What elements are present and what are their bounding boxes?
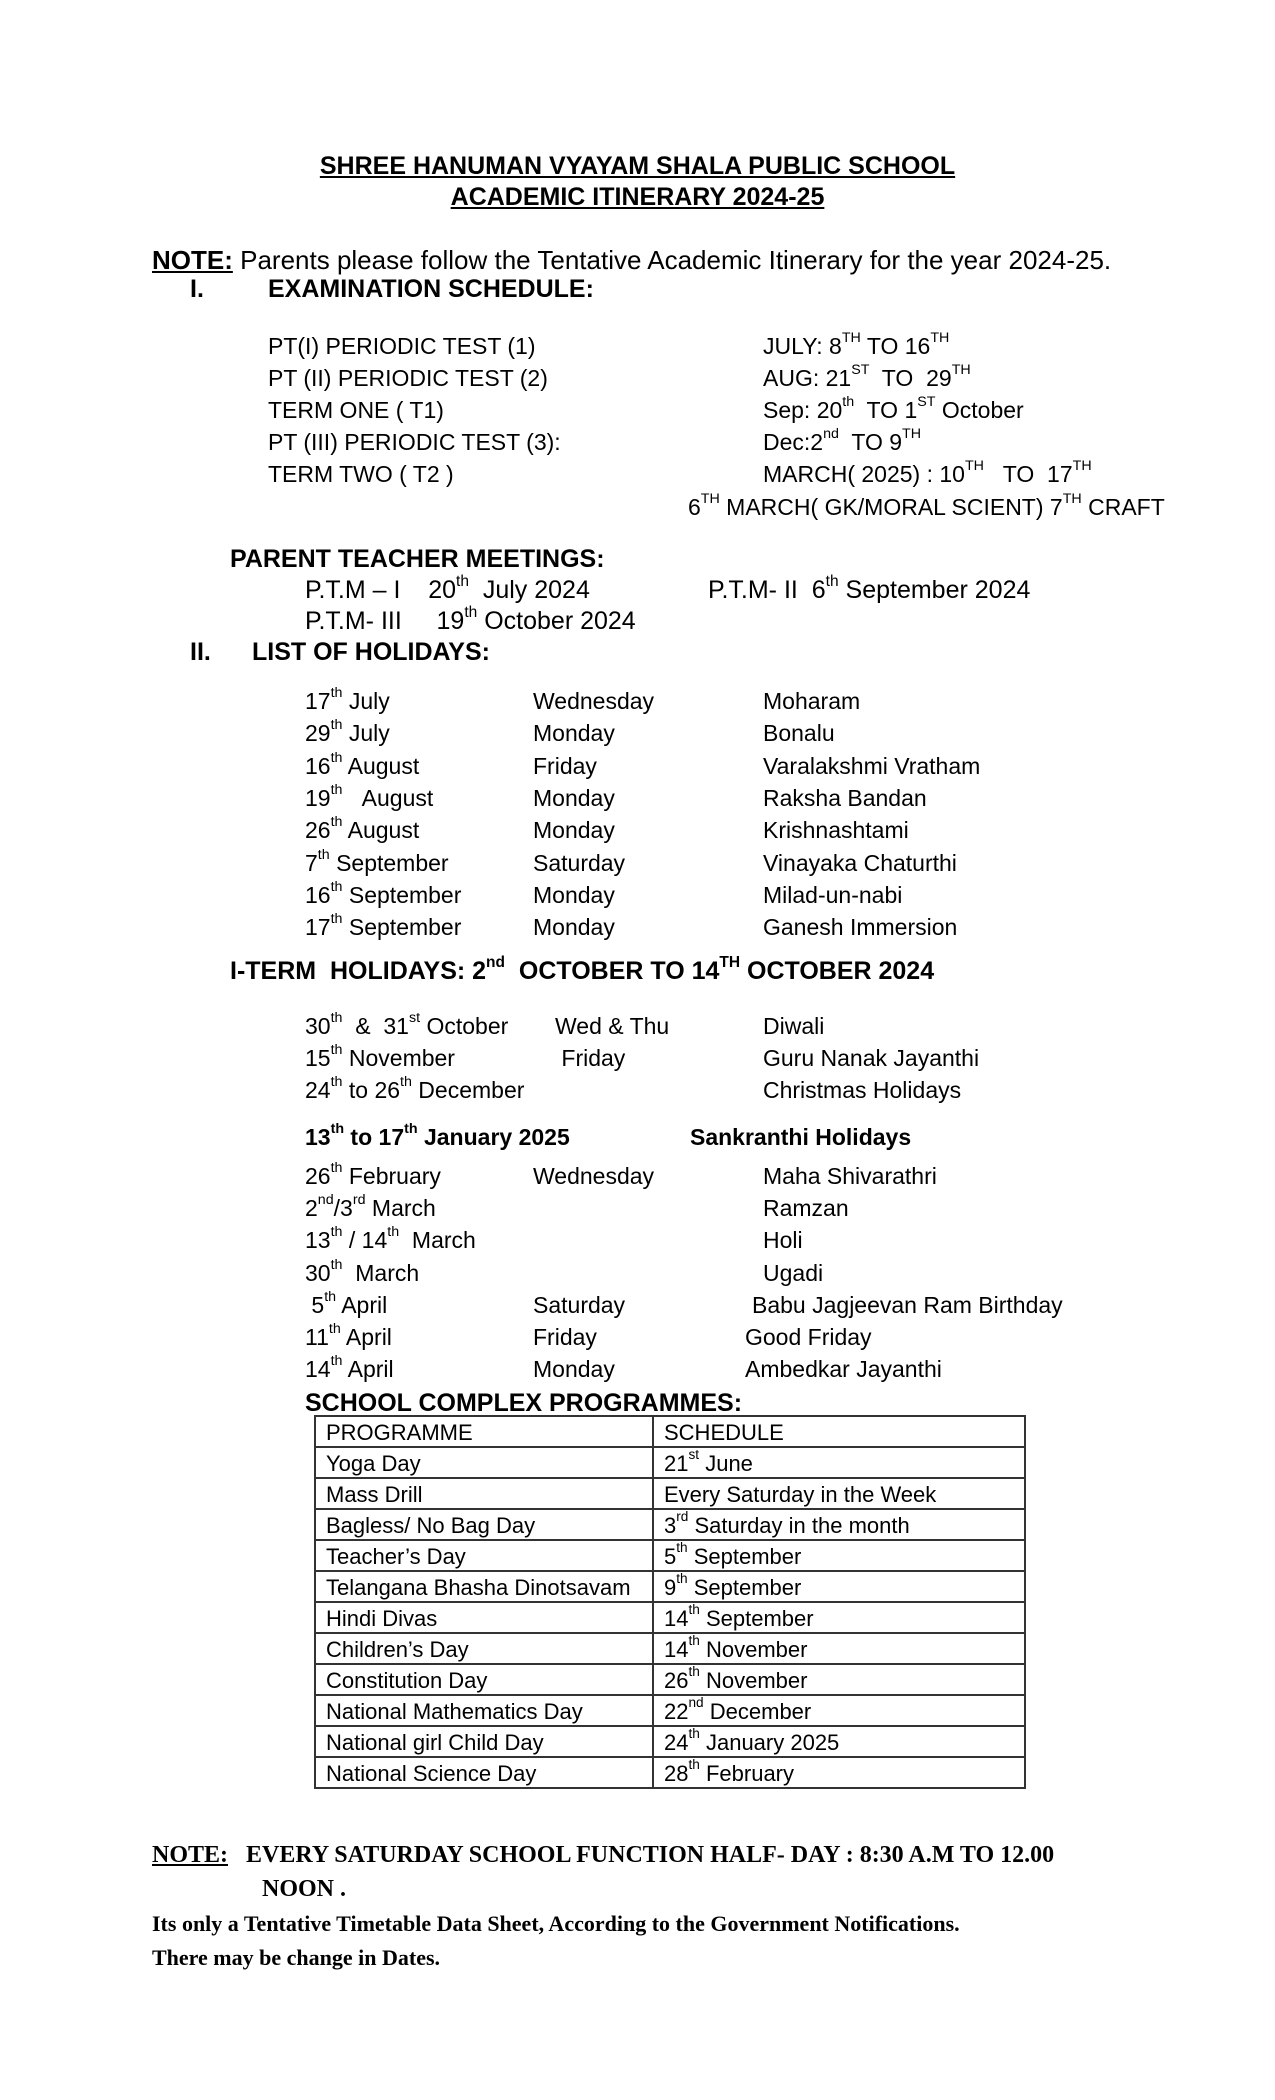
programme-name: Bagless/ No Bag Day: [315, 1509, 653, 1540]
holiday-date: 5th April: [305, 1288, 388, 1318]
programmes-heading: SCHOOL COMPLEX PROGRAMMES:: [305, 1389, 743, 1417]
holiday-name: Bonalu: [763, 720, 835, 747]
holiday-name: Babu Jagjeevan Ram Birthday: [752, 1291, 1063, 1318]
programme-name: National Mathematics Day: [315, 1695, 653, 1726]
bottom-note-line1: [152, 1842, 1054, 1869]
holiday-day: Friday: [533, 752, 597, 779]
sankranthi-name: Sankranthi Holidays: [690, 1124, 912, 1150]
programme-name: Mass Drill: [315, 1478, 653, 1509]
holiday-date: 15th November: [305, 1042, 455, 1071]
holidays-heading: LIST OF HOLIDAYS:: [252, 638, 490, 666]
holiday-name: Varalakshmi Vratham: [763, 752, 981, 779]
holiday-date: 24th to 26th December: [305, 1074, 525, 1103]
holiday-date: 2nd/3rd March: [305, 1192, 436, 1222]
holiday-name: Holi: [763, 1227, 803, 1254]
sankranthi-date: 13th to 17th January 2025: [305, 1121, 570, 1150]
exam-name: PT (III) PERIODIC TEST (3):: [268, 429, 561, 455]
col-schedule-header: SCHEDULE: [653, 1416, 1025, 1447]
holiday-day: Monday: [533, 784, 615, 811]
programme-schedule: 14th November: [653, 1633, 1025, 1664]
top-note-text: Parents please follow the Tentative Academic Itinerary for the year 2024-25.: [232, 245, 1112, 275]
programme-schedule: 5th September: [653, 1540, 1025, 1571]
programme-name: National Science Day: [315, 1757, 653, 1788]
ptm-2: P.T.M- II 6th September 2024: [708, 573, 1031, 604]
holiday-date: 30th & 31st October: [305, 1010, 509, 1039]
holiday-name: Good Friday: [745, 1324, 872, 1350]
col-programme-header: PROGRAMME: [315, 1416, 653, 1447]
holiday-name: Ugadi: [763, 1259, 824, 1286]
holiday-date: 13th / 14th March: [305, 1224, 476, 1254]
holiday-day: Monday: [533, 817, 615, 844]
ptm-1: P.T.M – I 20th July 2024: [305, 573, 590, 604]
programme-name: Yoga Day: [315, 1447, 653, 1478]
programme-schedule: 14th September: [653, 1602, 1025, 1633]
bottom-note-line3: Its only a Tentative Timetable Data Sheet, According to the Government Notifications.: [152, 1911, 960, 1936]
programme-name: Constitution Day: [315, 1664, 653, 1695]
table-row: [315, 1664, 1025, 1695]
programme-schedule: Every Saturday in the Week: [653, 1478, 1025, 1509]
holiday-date: 11th April: [305, 1321, 392, 1350]
table-header-row: [315, 1416, 1025, 1447]
holiday-name: Vinayaka Chaturthi: [763, 849, 957, 876]
holiday-name: Ramzan: [763, 1195, 849, 1222]
holiday-date: 26th August: [305, 814, 420, 844]
table-row: [315, 1602, 1025, 1633]
top-note: [152, 245, 1111, 276]
ptm-3: P.T.M- III 19th October 2024: [305, 604, 636, 635]
holiday-name: Maha Shivarathri: [763, 1163, 937, 1189]
bottom-note-label: NOTE:: [152, 1842, 229, 1868]
holidays-numeral: II.: [190, 638, 211, 666]
holiday-day: Saturday: [533, 849, 626, 876]
holiday-name: Christmas Holidays: [763, 1077, 962, 1103]
holiday-date: 26th February: [305, 1160, 441, 1189]
holiday-date: 30th March: [305, 1256, 420, 1286]
exam-name: PT(I) PERIODIC TEST (1): [268, 333, 536, 359]
exam-date: Sep: 20th TO 1ST October: [763, 394, 1024, 423]
holiday-name: Krishnashtami: [763, 817, 909, 844]
iterm-holidays: I-TERM HOLIDAYS: 2nd OCTOBER TO 14TH OCTOBER 2024: [230, 954, 935, 985]
programme-name: Teacher’s Day: [315, 1540, 653, 1571]
programme-name: Telangana Bhasha Dinotsavam: [315, 1571, 653, 1602]
holiday-name: Ambedkar Jayanthi: [745, 1356, 942, 1383]
holiday-date: 17th July: [305, 685, 390, 714]
programme-schedule: 24th January 2025: [653, 1726, 1025, 1757]
holiday-name: Guru Nanak Jayanthi: [763, 1045, 980, 1071]
exam-date: JULY: 8TH TO 16TH: [763, 330, 950, 359]
holiday-date: 29th July: [305, 717, 390, 747]
table-row: [315, 1633, 1025, 1664]
bottom-note-text: EVERY SATURDAY SCHOOL FUNCTION HALF- DAY : 8:30 A.M TO 12.00: [228, 1842, 1055, 1868]
holiday-name: Diwali: [763, 1013, 825, 1039]
table-row: [315, 1695, 1025, 1726]
table-row: [315, 1571, 1025, 1602]
exam-name: TERM ONE ( T1): [268, 397, 444, 423]
holiday-name: Ganesh Immersion: [763, 914, 958, 941]
holiday-day: Friday: [555, 1045, 626, 1071]
exam-date: MARCH( 2025) : 10TH TO 17TH: [763, 458, 1092, 487]
table-row: [315, 1726, 1025, 1757]
programme-schedule: 26th November: [653, 1664, 1025, 1695]
exam-heading: EXAMINATION SCHEDULE:: [268, 275, 594, 303]
holiday-day: Wednesday: [533, 1163, 655, 1189]
holiday-date: 16th September: [305, 878, 462, 908]
holiday-date: 16th August: [305, 749, 420, 779]
programmes-table: [314, 1415, 1026, 1789]
table-row: [315, 1509, 1025, 1540]
holiday-day: Saturday: [533, 1291, 626, 1318]
programme-schedule: 21st June: [653, 1447, 1025, 1478]
exam-numeral: I.: [190, 275, 204, 303]
holiday-day: Monday: [533, 914, 615, 941]
exam-date: Dec:2nd TO 9TH: [763, 426, 922, 455]
exam-date: AUG: 21ST TO 29TH: [763, 362, 971, 391]
holiday-name: Raksha Bandan: [763, 784, 927, 811]
table-row: [315, 1478, 1025, 1509]
exam-extra-note: 6TH MARCH( GK/MORAL SCIENT) 7TH CRAFT: [688, 491, 1165, 520]
itinerary-title: ACADEMIC ITINERARY 2024-25: [450, 183, 825, 211]
holiday-name: Moharam: [763, 688, 861, 714]
programme-name: Hindi Divas: [315, 1602, 653, 1633]
school-name: SHREE HANUMAN VYAYAM SHALA PUBLIC SCHOOL: [319, 152, 956, 180]
holiday-day: Wed & Thu: [555, 1013, 670, 1039]
holiday-date: 19th August: [305, 781, 434, 811]
bottom-note-line2: NOON .: [262, 1876, 346, 1902]
table-row: [315, 1540, 1025, 1571]
exam-name: PT (II) PERIODIC TEST (2): [268, 365, 548, 391]
holiday-day: Wednesday: [533, 688, 655, 714]
programme-schedule: 9th September: [653, 1571, 1025, 1602]
programme-schedule: 3rd Saturday in the month: [653, 1509, 1025, 1540]
programme-schedule: 28th February: [653, 1757, 1025, 1788]
holiday-day: Monday: [533, 720, 615, 747]
holiday-date: 17th September: [305, 911, 462, 941]
holiday-name: Milad-un-nabi: [763, 881, 903, 908]
top-note-label: NOTE:: [152, 245, 233, 275]
holiday-date: 7th September: [305, 846, 449, 876]
holiday-day: Friday: [533, 1324, 597, 1350]
holiday-date: 14th April: [305, 1353, 394, 1383]
table-row: [315, 1447, 1025, 1478]
holiday-day: Monday: [533, 1356, 615, 1383]
ptm-heading: PARENT TEACHER MEETINGS:: [230, 545, 605, 573]
bottom-note-line4: There may be change in Dates.: [152, 1945, 441, 1970]
table-row: [315, 1757, 1025, 1788]
programme-name: National girl Child Day: [315, 1726, 653, 1757]
exam-name: TERM TWO ( T2 ): [268, 461, 454, 487]
programme-name: Children’s Day: [315, 1633, 653, 1664]
holiday-day: Monday: [533, 881, 615, 908]
programme-schedule: 22nd December: [653, 1695, 1025, 1726]
